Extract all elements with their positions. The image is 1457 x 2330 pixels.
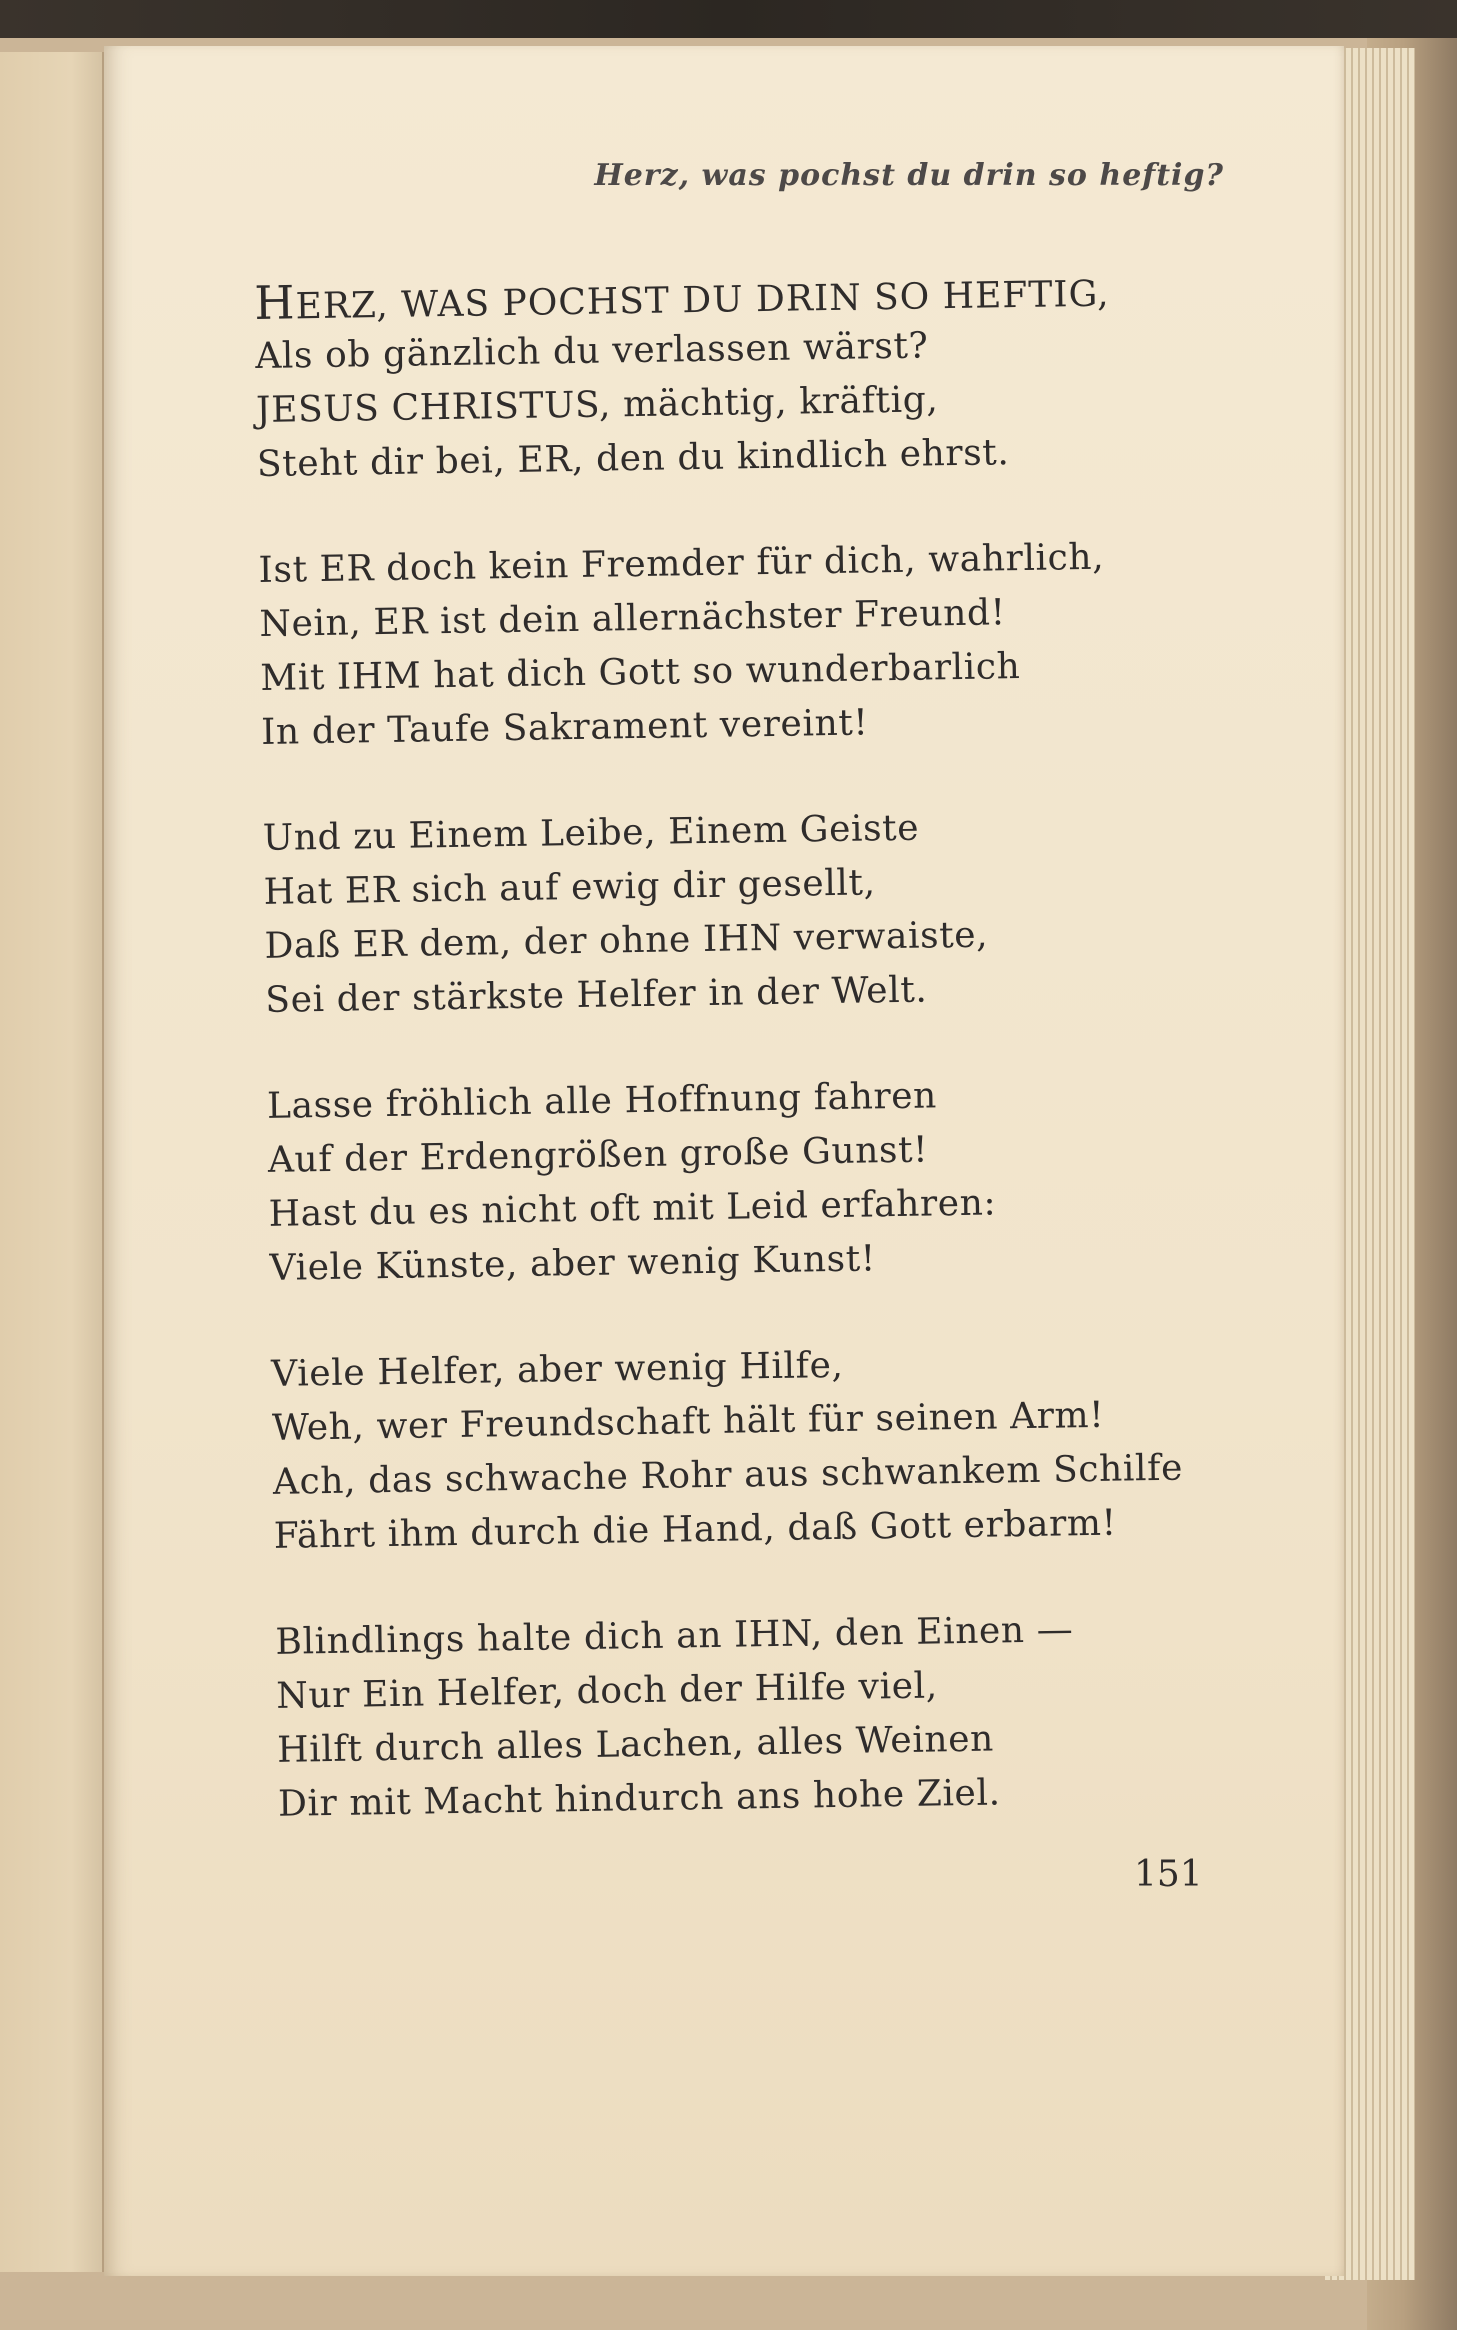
- left-page-edge: [0, 52, 104, 2272]
- poem-line: Hilft durch alles Lachen, alles Weinen: [276, 1718, 995, 1771]
- running-head: Herz, was pochst du drin so heftig?: [594, 158, 1224, 193]
- stanza: [271, 1334, 1184, 1564]
- poem-line: Hat ER sich auf ewig dir gesellt,: [263, 862, 876, 913]
- poem-line: JESUS CHRISTUS, mächtig, kräftig,: [255, 379, 939, 431]
- poem-line: Dir mit Macht hindurch ans hohe Ziel.: [277, 1772, 1001, 1825]
- poem-line: Fährt ihm durch die Hand, daß Gott erbarm!: [273, 1502, 1117, 1557]
- poem-line: Und zu Einem Leibe, Einem Geiste: [262, 807, 920, 859]
- poem-line: Viele Helfer, aber wenig Hilfe,: [270, 1344, 844, 1395]
- stanza: [262, 798, 1175, 1028]
- stanza: [254, 262, 1167, 492]
- stanza: [275, 1602, 1188, 1832]
- poem-line: Steht dir bei, ER, den du kindlich ehrst.: [256, 432, 1010, 485]
- stanza: [267, 1066, 1180, 1296]
- poem-line: Blindlings halte dich an IHN, den Einen —: [275, 1609, 1074, 1663]
- poem-line: Ist ER doch kein Fremder für dich, wahrlich,: [258, 536, 1105, 591]
- stanza: [258, 530, 1171, 760]
- poem: [254, 262, 1189, 1884]
- poem-line: In der Taufe Sakrament vereint!: [260, 702, 869, 753]
- poem-line: Auf der Erdengrößen große Gunst!: [267, 1129, 929, 1181]
- poem-line: Sei der stärkste Helfer in der Welt.: [265, 969, 928, 1021]
- poem-line: Nur Ein Helfer, doch der Hilfe viel,: [275, 1665, 939, 1717]
- poem-line: Ach, das schwache Rohr aus schwankem Schilfe: [272, 1447, 1184, 1503]
- title-rest: ERZ, WAS POCHST DU DRIN SO HEFTIG,: [295, 273, 1110, 328]
- poem-line: Als ob gänzlich du verlassen wärst?: [254, 325, 929, 377]
- poem-line: Viele Künste, aber wenig Kunst!: [269, 1238, 877, 1289]
- title-initial: H: [254, 275, 296, 330]
- poem-line: Nein, ER ist dein allernächster Freund!: [259, 592, 1007, 645]
- page-number: 151: [1134, 1854, 1203, 1895]
- poem-line: Weh, wer Freundschaft hält für seinen Arm!: [271, 1394, 1105, 1449]
- poem-line: Lasse fröhlich alle Hoffnung fahren: [266, 1075, 938, 1127]
- poem-line: Daß ER dem, der ohne IHN verwaiste,: [264, 914, 989, 967]
- book-page: [104, 46, 1344, 2276]
- poem-line: Hast du es nicht oft mit Leid erfahren:: [268, 1182, 997, 1235]
- poem-line: Mit IHM hat dich Gott so wunderbarlich: [260, 646, 1021, 699]
